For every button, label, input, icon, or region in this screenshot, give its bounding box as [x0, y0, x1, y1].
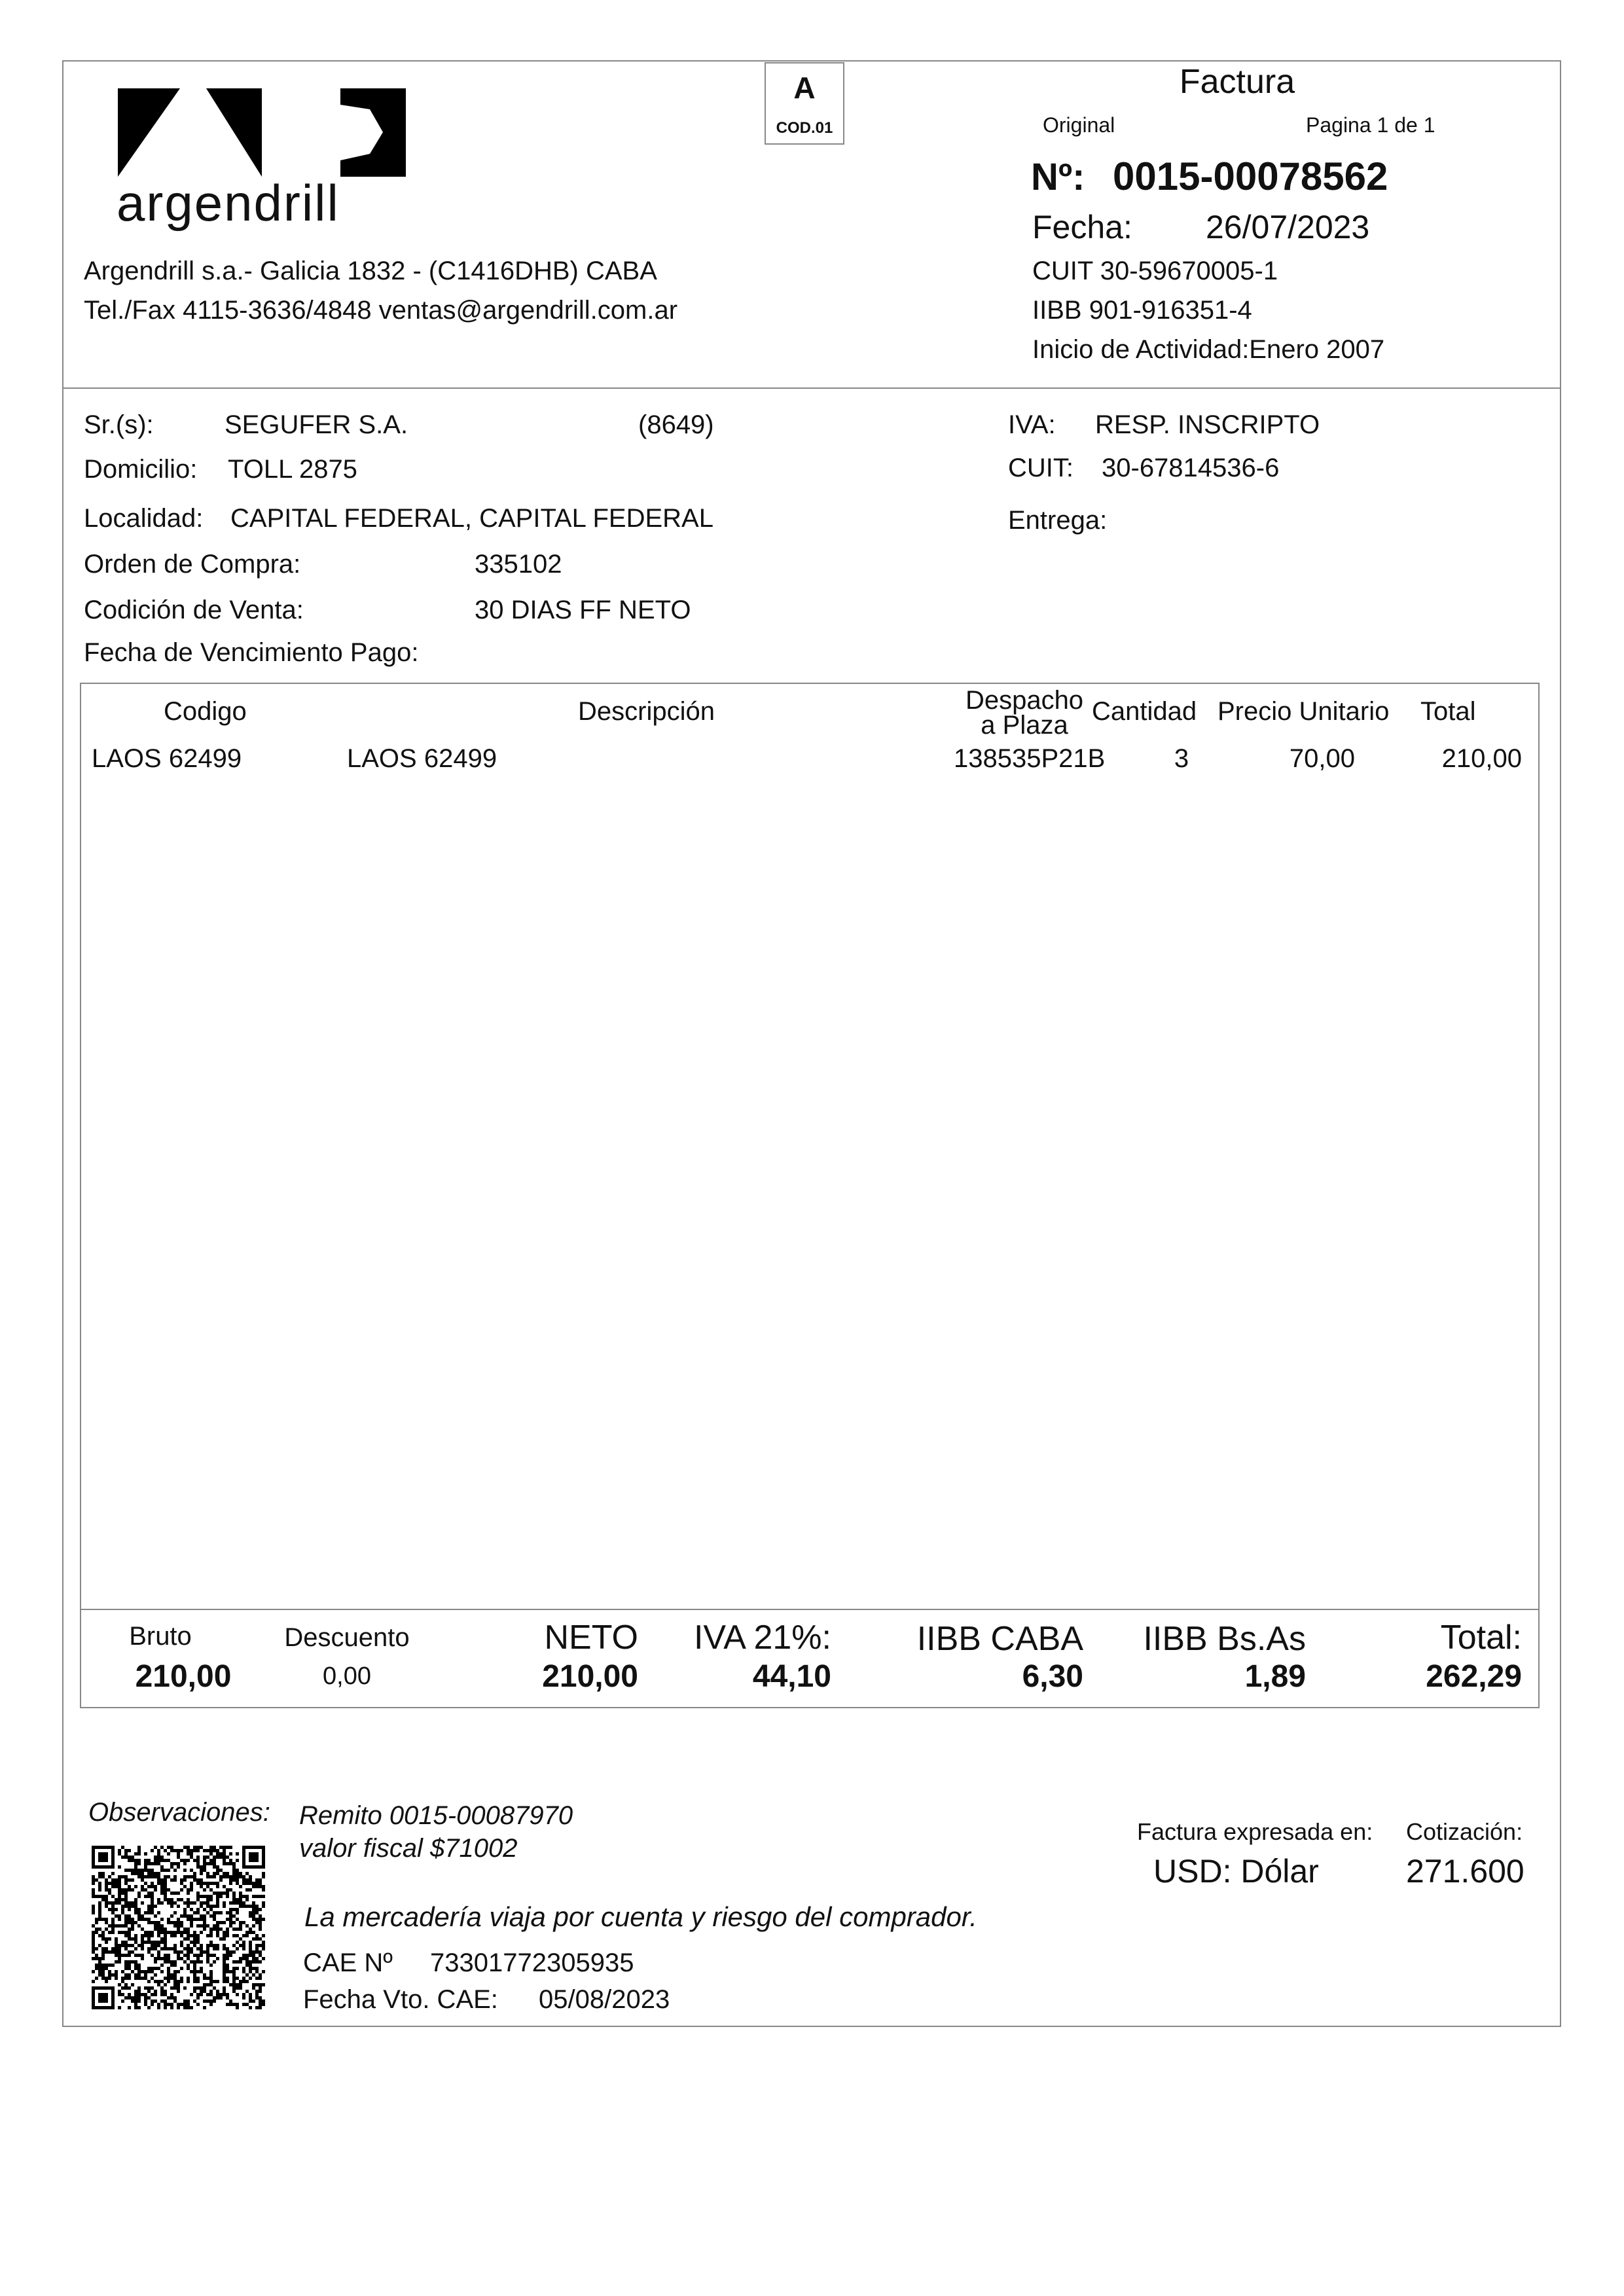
- purchase-order: 335102: [475, 550, 562, 579]
- invoice-date-label: Fecha:: [1032, 209, 1132, 245]
- row-qty: 3: [1174, 744, 1189, 773]
- activity-start: Inicio de Actividad:Enero 2007: [1032, 335, 1385, 364]
- exchange-rate-label: Cotización:: [1406, 1818, 1523, 1845]
- company-logo: [118, 88, 412, 232]
- currency-label: Factura expresada en:: [1137, 1818, 1373, 1845]
- col-header-dispatch-1: Despacho: [965, 686, 1084, 715]
- invoice-letter: A: [793, 71, 816, 105]
- client-name: SEGUFER S.A.: [225, 410, 408, 439]
- qr-code-icon: [92, 1846, 265, 2009]
- invoice-page: Pagina 1 de 1: [1306, 113, 1435, 137]
- header-divider: [62, 387, 1561, 389]
- sale-terms: 30 DIAS FF NETO: [475, 596, 691, 624]
- observations-label: Observaciones:: [88, 1798, 270, 1827]
- neto-label: NETO: [544, 1619, 638, 1657]
- invoice-date: 26/07/2023: [1206, 209, 1370, 245]
- client-cuit: 30-67814536-6: [1102, 454, 1280, 482]
- observations-line-1: Remito 0015-00087970: [299, 1801, 573, 1830]
- client-code: (8649): [638, 410, 714, 439]
- issuer-iibb: IIBB 901-916351-4: [1032, 296, 1252, 325]
- invoice-letter-box: [765, 62, 844, 145]
- iibb-caba-label: IIBB CABA: [916, 1620, 1083, 1658]
- invoice-number: 0015-00078562: [1113, 154, 1388, 198]
- logo-wordmark: argendrill: [117, 174, 340, 232]
- row-total: 210,00: [1441, 744, 1522, 773]
- client-cuit-label: CUIT:: [1008, 454, 1074, 482]
- exchange-rate-value: 271.600: [1406, 1853, 1525, 1890]
- total-label: Total:: [1440, 1619, 1522, 1657]
- issuer-cuit: CUIT 30-59670005-1: [1032, 257, 1278, 285]
- discount-label: Descuento: [284, 1623, 410, 1652]
- col-header-code: Codigo: [164, 697, 247, 726]
- items-table: [80, 683, 1540, 1708]
- invoice-code: COD.01: [776, 119, 833, 137]
- client-address-label: Domicilio:: [84, 455, 198, 484]
- client-iva-label: IVA:: [1008, 410, 1056, 439]
- total-value: 262,29: [1426, 1659, 1522, 1694]
- items-totals-divider: [80, 1609, 1540, 1610]
- row-description: LAOS 62499: [347, 744, 497, 773]
- client-locality: CAPITAL FEDERAL, CAPITAL FEDERAL: [230, 504, 713, 533]
- cae-due-label: Fecha Vto. CAE:: [303, 1985, 498, 2014]
- invoice-number-label: Nº:: [1031, 156, 1085, 198]
- discount-value: 0,00: [323, 1662, 371, 1690]
- currency-value: USD: Dólar: [1153, 1853, 1319, 1890]
- invoice-copy: Original: [1043, 113, 1115, 137]
- buyer-risk-notice: La mercadería viaja por cuenta y riesgo del comprador.: [304, 1901, 977, 1932]
- client-locality-label: Localidad:: [84, 504, 204, 533]
- cae-label: CAE Nº: [303, 1948, 393, 1977]
- delivery-label: Entrega:: [1008, 506, 1108, 535]
- iibb-bsas-label: IIBB Bs.As: [1143, 1620, 1306, 1658]
- purchase-order-label: Orden de Compra:: [84, 550, 301, 579]
- client-name-label: Sr.(s):: [84, 410, 154, 439]
- invoice-title: Factura: [1179, 63, 1295, 101]
- row-unit-price: 70,00: [1289, 744, 1355, 773]
- client-address: TOLL 2875: [228, 455, 357, 484]
- observations-line-2: valor fiscal $71002: [299, 1834, 518, 1863]
- sale-terms-label: Codición de Venta:: [84, 596, 304, 624]
- client-iva: RESP. INSCRIPTO: [1095, 410, 1320, 439]
- payment-due-label: Fecha de Vencimiento Pago:: [84, 638, 419, 667]
- iva-value: 44,10: [752, 1659, 831, 1694]
- cae-number: 73301772305935: [430, 1948, 634, 1977]
- bruto-value: 210,00: [135, 1659, 232, 1694]
- col-header-total: Total: [1420, 697, 1476, 726]
- iibb-bsas-value: 1,89: [1244, 1659, 1306, 1694]
- cae-qr-code: [92, 1846, 265, 2009]
- iibb-caba-value: 6,30: [1022, 1659, 1083, 1694]
- col-header-qty: Cantidad: [1092, 697, 1197, 726]
- company-contact: Tel./Fax 4115-3636/4848 ventas@argendrill.com.ar: [84, 296, 678, 325]
- bruto-label: Bruto: [129, 1622, 192, 1651]
- col-header-dispatch-2: a Plaza: [981, 711, 1068, 740]
- col-header-unit-price: Precio Unitario: [1218, 697, 1390, 726]
- company-address: Argendrill s.a.- Galicia 1832 - (C1416DHB) CABA: [84, 257, 657, 285]
- row-dispatch: 138535P21B: [954, 744, 1106, 773]
- col-header-description: Descripción: [578, 697, 715, 726]
- cae-due-date: 05/08/2023: [539, 1985, 670, 2014]
- row-code: LAOS 62499: [92, 744, 242, 773]
- logo-mark-icon: [118, 88, 412, 180]
- iva-label: IVA 21%:: [693, 1619, 831, 1657]
- neto-value: 210,00: [542, 1659, 638, 1694]
